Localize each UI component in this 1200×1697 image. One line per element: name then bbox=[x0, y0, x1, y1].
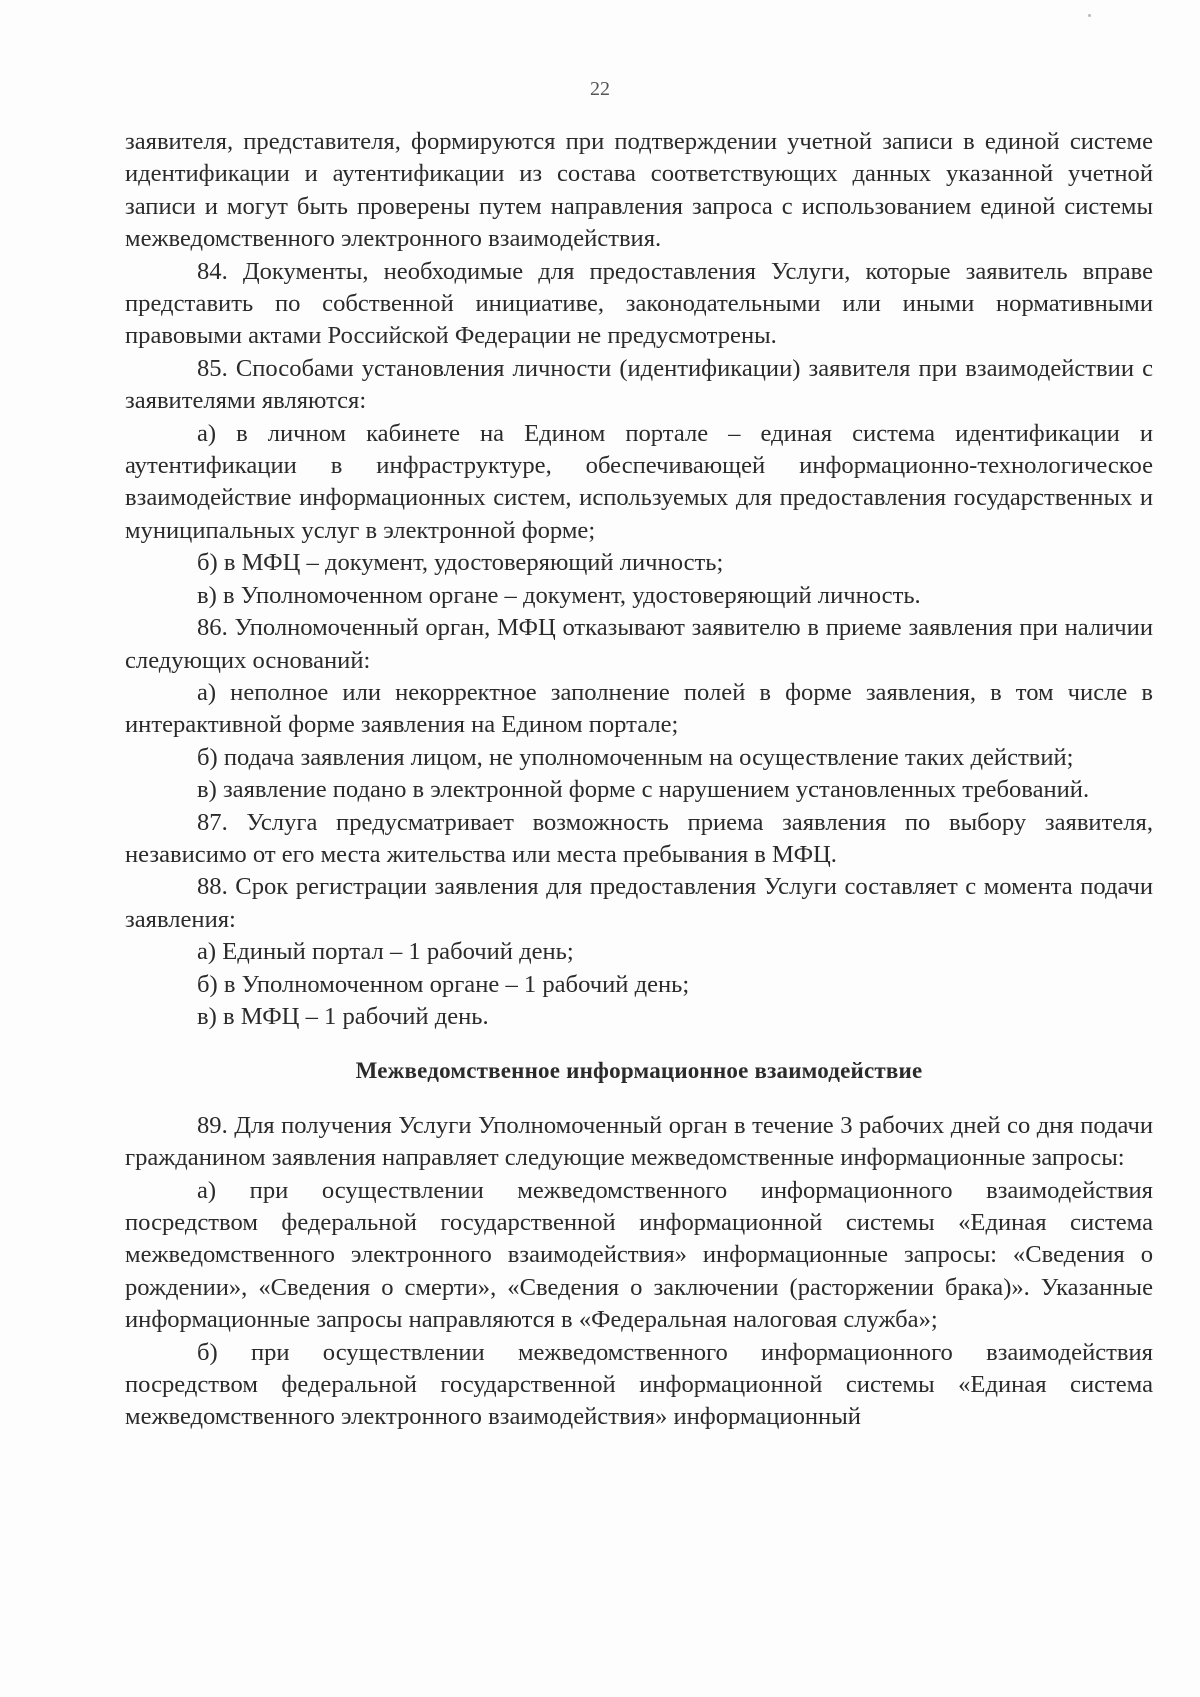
paragraph-84: 84. Документы, необходимые для предоставления Услуги, которые заявитель вправе представить по собственной инициативе, законодательными или иными нормативными правовыми актами Российской Федерации не предусмотрены. bbox=[125, 257, 1153, 350]
paragraph-86-b: б) подача заявления лицом, не уполномоченным на осуществление таких действий; bbox=[197, 743, 1074, 771]
paragraph-86-c: в) заявление подано в электронной форме с нарушением установленных требований. bbox=[197, 776, 1090, 804]
paragraph-85-c: в) в Уполномоченном органе – документ, удостоверяющий личность. bbox=[197, 581, 921, 609]
paragraph-continuation: заявителя, представителя, формируются при подтверждении учетной записи в единой системе идентификации и аутентификации из состава соответствующих данных указанной учетной записи и могут быть проверены путем направления запроса с использованием единой системы межведомственного электронного взаимодействия. bbox=[125, 128, 1153, 253]
document-body bbox=[125, 126, 1153, 1434]
paragraph-87: 87. Услуга предусматривает возможность приема заявления по выбору заявителя, независимо от его места жительства или места пребывания в МФЦ. bbox=[125, 808, 1153, 868]
section-heading: Межведомственное информационное взаимодействие bbox=[355, 1058, 923, 1084]
paragraph-89: 89. Для получения Услуги Уполномоченный орган в течение 3 рабочих дней со дня подачи гражданином заявления направляет следующие межведомственные информационные запросы: bbox=[125, 1111, 1153, 1172]
paragraph-85-a: а) в личном кабинете на Едином портале – единая система идентификации и аутентификации в инфраструктуре, обеспечивающей информационно-технологическое взаимодействие информационных систем, используемых для предоставления государственных и муниципальных услуг в электронной форме; bbox=[125, 419, 1153, 544]
paragraph-88: 88. Срок регистрации заявления для предоставления Услуги составляет с момента подачи заявления: bbox=[125, 873, 1153, 933]
paragraph-85: 85. Способами установления личности (идентификации) заявителя при взаимодействии с заявителями являются: bbox=[125, 354, 1153, 415]
page-number: 22 bbox=[590, 78, 610, 100]
scan-speck bbox=[1088, 14, 1091, 17]
paragraph-88-c: в) в МФЦ – 1 рабочий день. bbox=[197, 1002, 489, 1030]
paragraph-88-b: б) в Уполномоченном органе – 1 рабочий день; bbox=[197, 970, 690, 998]
paragraph-85-b: б) в МФЦ – документ, удостоверяющий личность; bbox=[197, 549, 724, 577]
paragraph-86: 86. Уполномоченный орган, МФЦ отказывают заявителю в приеме заявления при наличии следующих оснований: bbox=[125, 614, 1153, 674]
paragraph-88-a: а) Единый портал – 1 рабочий день; bbox=[197, 938, 574, 966]
paragraph-86-a: а) неполное или некорректное заполнение полей в форме заявления, в том числе в интерактивной форме заявления на Едином портале; bbox=[125, 678, 1153, 739]
paragraph-89-b: б) при осуществлении межведомственного информационного взаимодействия посредством федеральной государственной информационной системы «Единая система межведомственного электронного взаимодействия» информационный bbox=[125, 1338, 1153, 1431]
paragraph-89-a: а) при осуществлении межведомственного информационного взаимодействия посредством федеральной государственной информационной системы «Единая система межведомственного электронного взаимодействия» информационные запросы: «Сведения о рождении», «Сведения о смерти», «Сведения о заключении (расторжении брака)». Указанные информационные запросы направляются в «Федеральная налоговая служба»; bbox=[125, 1176, 1153, 1334]
